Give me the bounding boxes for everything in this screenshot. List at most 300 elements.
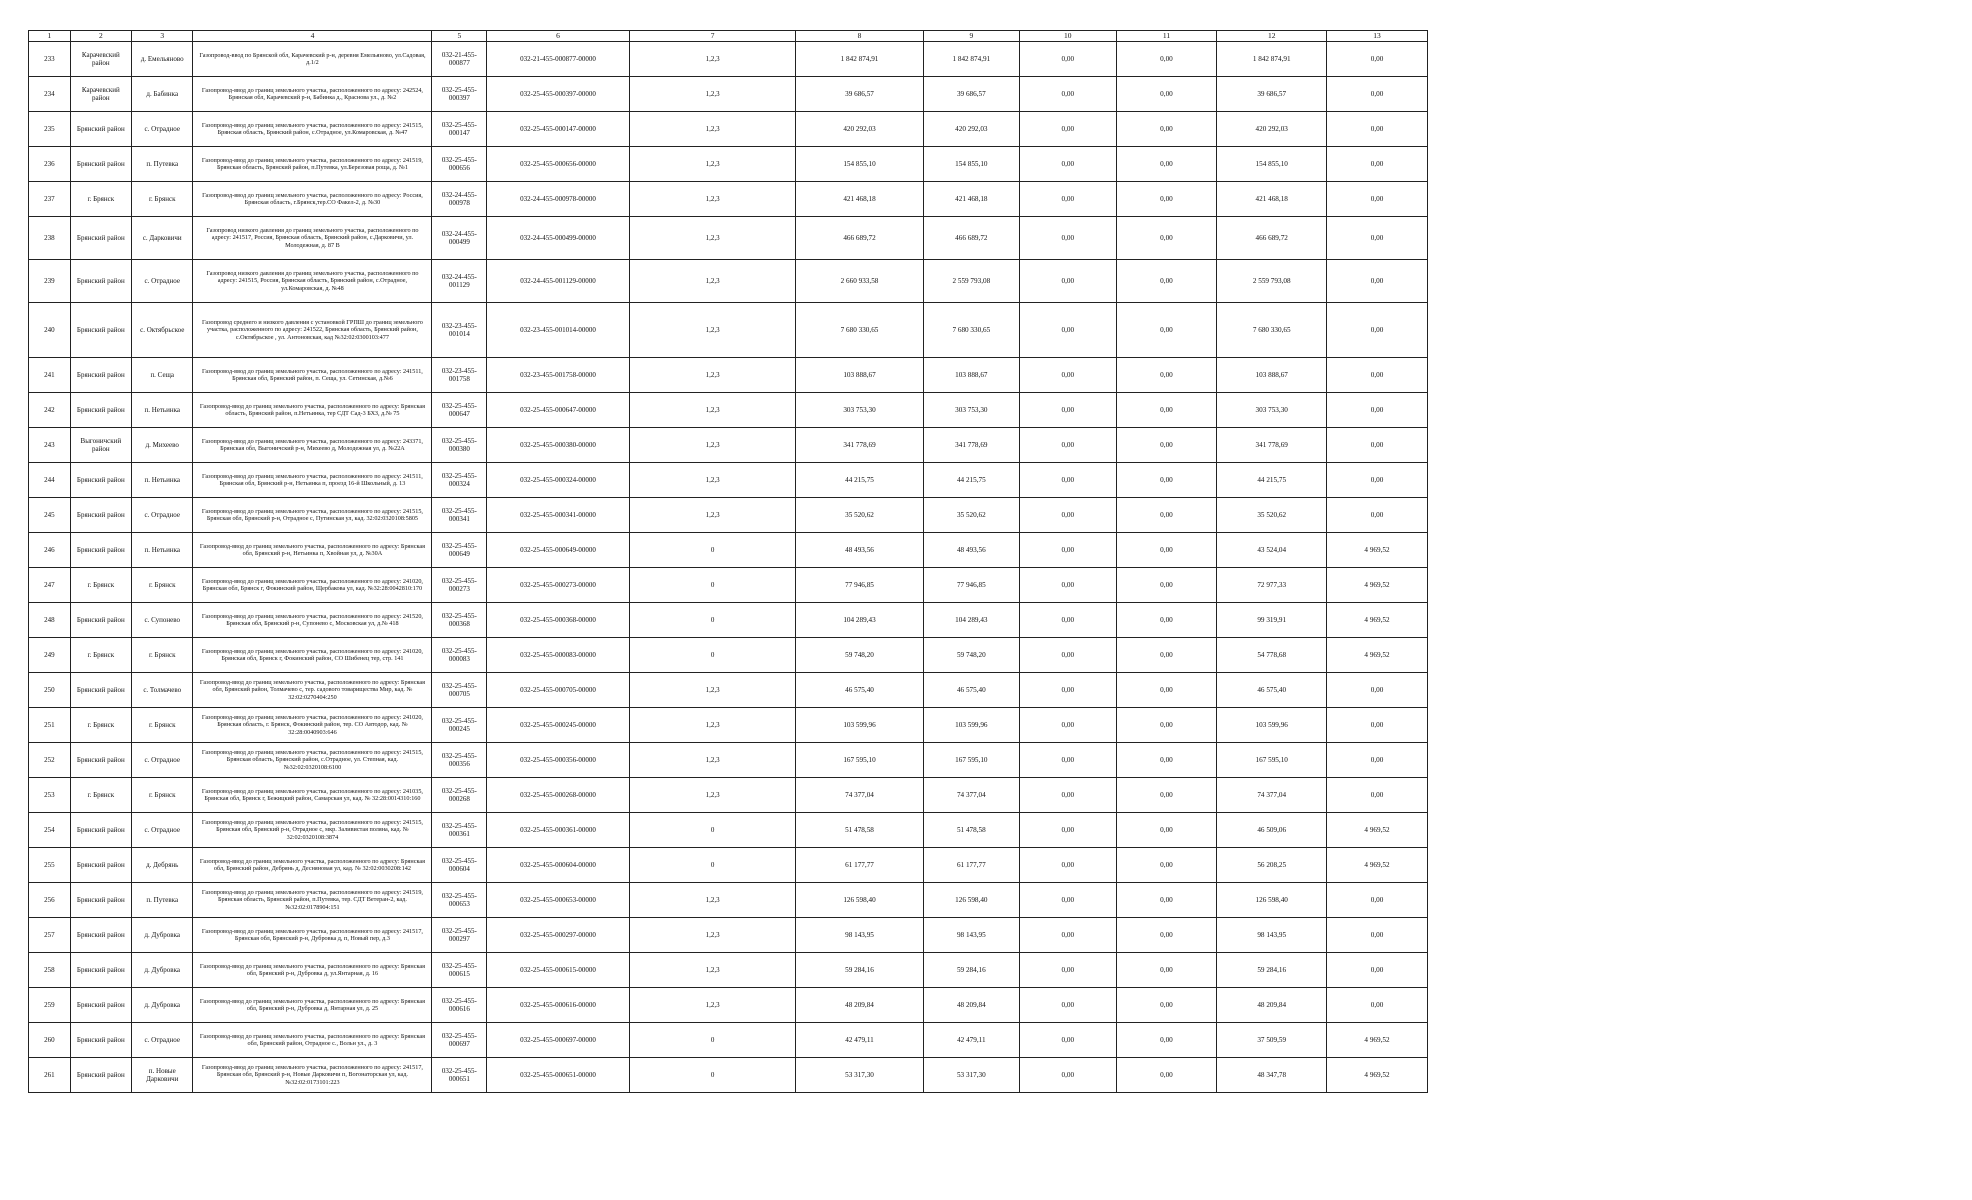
district-cell: Брянский район	[70, 988, 131, 1023]
district-cell: г. Брянск	[70, 778, 131, 813]
row-number: 260	[29, 1023, 71, 1058]
row-number: 242	[29, 393, 71, 428]
district-cell: Брянский район	[70, 147, 131, 182]
full-code-cell: 032-25-455-000297-00000	[487, 918, 630, 953]
row-number: 258	[29, 953, 71, 988]
locality-cell: с. Отрадное	[132, 260, 193, 303]
district-cell: Брянский район	[70, 498, 131, 533]
locality-cell: д. Дебрянь	[132, 848, 193, 883]
value-col10-cell: 0,00	[1020, 1023, 1116, 1058]
description-cell: Газопровод-ввод до границ земельного участка, расположенного по адресу: 241515, Брянская область, Брянский район, с.Отрадное, ул. Степная, кад. №32:02:0320108:6100	[193, 743, 432, 778]
value-col13-cell: 0,00	[1327, 743, 1428, 778]
description-cell: Газопровод-ввод до границ земельного участка, расположенного по адресу: Брянская обл, Брянский р-н, Дубровка д, Янтарная ул, д. 25	[193, 988, 432, 1023]
cost-cell: 59 284,16	[923, 953, 1019, 988]
value-col13-cell: 0,00	[1327, 498, 1428, 533]
table-row	[29, 813, 1428, 848]
object-code-cell: 032-25-455-000356	[432, 743, 487, 778]
value-col12-cell: 54 778,68	[1217, 638, 1327, 673]
value-col11-cell: 0,00	[1116, 393, 1217, 428]
table-row	[29, 883, 1428, 918]
description-cell: Газопровод-ввод до границ земельного участка, расположенного по адресу: 241517, Брянская обл, Брянский р-н, Дубровка д, п, Новый пер, д.3	[193, 918, 432, 953]
full-code-cell: 032-25-455-000705-00000	[487, 673, 630, 708]
value-col13-cell: 4 969,52	[1327, 1058, 1428, 1093]
row-number: 237	[29, 182, 71, 217]
description-cell: Газопровод-ввод до границ земельного участка, расположенного по адресу: 241519, Брянская область, Брянский район, п.Путевка, ул.Березовая роща, д. №1	[193, 147, 432, 182]
cost-cell: 42 479,11	[923, 1023, 1019, 1058]
table-row	[29, 568, 1428, 603]
value-col10-cell: 0,00	[1020, 638, 1116, 673]
cost-cell: 51 478,58	[923, 813, 1019, 848]
object-code-cell: 032-25-455-000368	[432, 603, 487, 638]
full-code-cell: 032-25-455-000147-00000	[487, 112, 630, 147]
value-col12-cell: 56 208,25	[1217, 848, 1327, 883]
cost-cell: 74 377,04	[923, 778, 1019, 813]
object-code-cell: 032-24-455-000978	[432, 182, 487, 217]
district-cell: г. Брянск	[70, 638, 131, 673]
row-number: 253	[29, 778, 71, 813]
value-col10-cell: 0,00	[1020, 147, 1116, 182]
locality-cell: г. Брянск	[132, 568, 193, 603]
category-cell: 1,2,3	[629, 42, 796, 77]
value-col12-cell: 44 215,75	[1217, 463, 1327, 498]
value-col12-cell: 303 753,30	[1217, 393, 1327, 428]
value-col12-cell: 167 595,10	[1217, 743, 1327, 778]
row-number: 239	[29, 260, 71, 303]
cost-total-cell: 35 520,62	[796, 498, 923, 533]
cost-cell: 421 468,18	[923, 182, 1019, 217]
cost-total-cell: 39 686,57	[796, 77, 923, 112]
value-col11-cell: 0,00	[1116, 743, 1217, 778]
full-code-cell: 032-25-455-000368-00000	[487, 603, 630, 638]
value-col12-cell: 103 599,96	[1217, 708, 1327, 743]
row-number: 243	[29, 428, 71, 463]
value-col11-cell: 0,00	[1116, 813, 1217, 848]
row-number: 256	[29, 883, 71, 918]
table-row	[29, 393, 1428, 428]
value-col11-cell: 0,00	[1116, 988, 1217, 1023]
column-header: 10	[1020, 31, 1116, 42]
cost-total-cell: 341 778,69	[796, 428, 923, 463]
value-col11-cell: 0,00	[1116, 463, 1217, 498]
value-col12-cell: 103 888,67	[1217, 358, 1327, 393]
cost-total-cell: 2 660 933,58	[796, 260, 923, 303]
cost-total-cell: 421 468,18	[796, 182, 923, 217]
cost-total-cell: 42 479,11	[796, 1023, 923, 1058]
cost-total-cell: 126 598,40	[796, 883, 923, 918]
value-col11-cell: 0,00	[1116, 533, 1217, 568]
description-cell: Газопровод-ввод до границ земельного участка, расположенного по адресу: 241515, Брянская область, Брянский район, с.Отрадное, ул.Комаровская, д. №47	[193, 112, 432, 147]
value-col12-cell: 48 209,84	[1217, 988, 1327, 1023]
full-code-cell: 032-25-455-000341-00000	[487, 498, 630, 533]
table-row	[29, 603, 1428, 638]
cost-cell: 77 946,85	[923, 568, 1019, 603]
value-col12-cell: 7 680 330,65	[1217, 303, 1327, 358]
cost-total-cell: 48 209,84	[796, 988, 923, 1023]
value-col12-cell: 74 377,04	[1217, 778, 1327, 813]
value-col13-cell: 0,00	[1327, 358, 1428, 393]
object-code-cell: 032-25-455-000615	[432, 953, 487, 988]
category-cell: 1,2,3	[629, 147, 796, 182]
description-cell: Газопровод-ввод до границ земельного участка, расположенного по адресу: 243371, Брянская обл, Выгоничский р-н, Михеево д, Молодежная ул, д. №22А	[193, 428, 432, 463]
value-col11-cell: 0,00	[1116, 147, 1217, 182]
category-cell: 1,2,3	[629, 77, 796, 112]
description-cell: Газопровод-ввод до границ земельного участка, расположенного по адресу: Брянская обл, Брянский район, Дебрянь д, Десняновая ул, кад. № 32:02:0030208:142	[193, 848, 432, 883]
object-code-cell: 032-25-455-000268	[432, 778, 487, 813]
locality-cell: с. Толмачево	[132, 673, 193, 708]
column-number-header-row	[29, 31, 1428, 42]
value-col11-cell: 0,00	[1116, 498, 1217, 533]
table-row	[29, 1058, 1428, 1093]
column-header: 12	[1217, 31, 1327, 42]
row-number: 250	[29, 673, 71, 708]
category-cell: 1,2,3	[629, 112, 796, 147]
object-code-cell: 032-24-455-000499	[432, 217, 487, 260]
value-col10-cell: 0,00	[1020, 260, 1116, 303]
district-cell: Брянский район	[70, 918, 131, 953]
description-cell: Газопровод низкого давления до границ земельного участка, расположенного по адресу: 241517, Россия, Брянская область, Брянский район, с.Дарковичи, ул. Молодежная, д. 87 В	[193, 217, 432, 260]
value-col12-cell: 72 977,33	[1217, 568, 1327, 603]
full-code-cell: 032-25-455-000604-00000	[487, 848, 630, 883]
locality-cell: с. Октябрьское	[132, 303, 193, 358]
cost-cell: 2 559 793,08	[923, 260, 1019, 303]
value-col10-cell: 0,00	[1020, 217, 1116, 260]
full-code-cell: 032-25-455-000653-00000	[487, 883, 630, 918]
category-cell: 1,2,3	[629, 498, 796, 533]
description-cell: Газопровод-ввод по Брянской обл, Карачевский р-н, деревня Емельяново, ул.Садовая, д.1/2	[193, 42, 432, 77]
object-code-cell: 032-25-455-000649	[432, 533, 487, 568]
cost-total-cell: 1 842 874,91	[796, 42, 923, 77]
category-cell: 1,2,3	[629, 883, 796, 918]
cost-total-cell: 61 177,77	[796, 848, 923, 883]
object-code-cell: 032-25-455-000697	[432, 1023, 487, 1058]
value-col11-cell: 0,00	[1116, 358, 1217, 393]
object-code-cell: 032-25-455-000647	[432, 393, 487, 428]
column-header: 3	[132, 31, 193, 42]
full-code-cell: 032-25-455-000380-00000	[487, 428, 630, 463]
description-cell: Газопровод-ввод до границ земельного участка, расположенного по адресу: Брянская область, Брянский район, п.Нетьинка, тер СДТ Сад-3 БХЗ, д.№ 75	[193, 393, 432, 428]
value-col10-cell: 0,00	[1020, 463, 1116, 498]
object-code-cell: 032-21-455-000877	[432, 42, 487, 77]
locality-cell: п. Сеща	[132, 358, 193, 393]
row-number: 252	[29, 743, 71, 778]
cost-total-cell: 103 888,67	[796, 358, 923, 393]
value-col10-cell: 0,00	[1020, 988, 1116, 1023]
column-header: 2	[70, 31, 131, 42]
row-number: 248	[29, 603, 71, 638]
value-col12-cell: 37 509,59	[1217, 1023, 1327, 1058]
category-cell: 0	[629, 813, 796, 848]
column-header: 5	[432, 31, 487, 42]
row-number: 249	[29, 638, 71, 673]
value-col11-cell: 0,00	[1116, 182, 1217, 217]
value-col11-cell: 0,00	[1116, 708, 1217, 743]
value-col13-cell: 4 969,52	[1327, 813, 1428, 848]
column-header: 6	[487, 31, 630, 42]
locality-cell: д. Михеево	[132, 428, 193, 463]
locality-cell: с. Отрадное	[132, 743, 193, 778]
object-code-cell: 032-25-455-000297	[432, 918, 487, 953]
locality-cell: с. Отрадное	[132, 112, 193, 147]
cost-cell: 46 575,40	[923, 673, 1019, 708]
locality-cell: п. Нетьинка	[132, 533, 193, 568]
value-col13-cell: 0,00	[1327, 988, 1428, 1023]
category-cell: 1,2,3	[629, 988, 796, 1023]
value-col10-cell: 0,00	[1020, 778, 1116, 813]
table-row	[29, 743, 1428, 778]
object-code-cell: 032-25-455-000324	[432, 463, 487, 498]
district-cell: г. Брянск	[70, 182, 131, 217]
value-col11-cell: 0,00	[1116, 428, 1217, 463]
value-col13-cell: 0,00	[1327, 778, 1428, 813]
cost-cell: 1 842 874,91	[923, 42, 1019, 77]
full-code-cell: 032-25-455-000083-00000	[487, 638, 630, 673]
value-col13-cell: 0,00	[1327, 673, 1428, 708]
table-body	[29, 31, 1428, 1093]
value-col12-cell: 46 575,40	[1217, 673, 1327, 708]
locality-cell: д. Бабинка	[132, 77, 193, 112]
value-col10-cell: 0,00	[1020, 953, 1116, 988]
cost-cell: 103 888,67	[923, 358, 1019, 393]
value-col10-cell: 0,00	[1020, 358, 1116, 393]
value-col10-cell: 0,00	[1020, 303, 1116, 358]
row-number: 235	[29, 112, 71, 147]
value-col10-cell: 0,00	[1020, 603, 1116, 638]
cost-cell: 39 686,57	[923, 77, 1019, 112]
cost-cell: 53 317,30	[923, 1058, 1019, 1093]
object-code-cell: 032-25-455-000653	[432, 883, 487, 918]
row-number: 245	[29, 498, 71, 533]
description-cell: Газопровод среднего и низкого давления с установкой ГРПШ до границ земельного участка, расположенного по адресу: 241522, Брянская область, Брянский район, с.Октябрьское , ул. Антоновская, кад №32:02:0300103:477	[193, 303, 432, 358]
document-sheet	[28, 30, 1428, 1093]
full-code-cell: 032-25-455-000651-00000	[487, 1058, 630, 1093]
description-cell: Газопровод-ввод до границ земельного участка, расположенного по адресу: Брянская обл, Брянский район, Отрадное с., Вольн ул., д. 3	[193, 1023, 432, 1058]
district-cell: Брянский район	[70, 848, 131, 883]
value-col13-cell: 4 969,52	[1327, 848, 1428, 883]
table-row	[29, 463, 1428, 498]
district-cell: Брянский район	[70, 953, 131, 988]
object-code-cell: 032-25-455-000341	[432, 498, 487, 533]
district-cell: Выгоничский район	[70, 428, 131, 463]
table-row	[29, 260, 1428, 303]
value-col11-cell: 0,00	[1116, 1058, 1217, 1093]
cost-cell: 7 680 330,65	[923, 303, 1019, 358]
table-row	[29, 42, 1428, 77]
value-col13-cell: 0,00	[1327, 393, 1428, 428]
full-code-cell: 032-25-455-000356-00000	[487, 743, 630, 778]
category-cell: 0	[629, 638, 796, 673]
value-col13-cell: 0,00	[1327, 303, 1428, 358]
table-row	[29, 498, 1428, 533]
cost-total-cell: 7 680 330,65	[796, 303, 923, 358]
locality-cell: г. Брянск	[132, 182, 193, 217]
cost-cell: 420 292,03	[923, 112, 1019, 147]
value-col13-cell: 0,00	[1327, 182, 1428, 217]
object-code-cell: 032-25-455-000083	[432, 638, 487, 673]
table-row	[29, 918, 1428, 953]
value-col11-cell: 0,00	[1116, 1023, 1217, 1058]
category-cell: 0	[629, 533, 796, 568]
full-code-cell: 032-24-455-000499-00000	[487, 217, 630, 260]
cost-total-cell: 48 493,56	[796, 533, 923, 568]
column-header: 9	[923, 31, 1019, 42]
value-col11-cell: 0,00	[1116, 953, 1217, 988]
cost-total-cell: 53 317,30	[796, 1058, 923, 1093]
description-cell: Газопровод-ввод до границ земельного участка, расположенного по адресу: 241020, Брянская обл, Брянск г, Фокинский район, СО Шибенец тер, стр. 141	[193, 638, 432, 673]
category-cell: 0	[629, 603, 796, 638]
value-col10-cell: 0,00	[1020, 813, 1116, 848]
cost-total-cell: 466 689,72	[796, 217, 923, 260]
category-cell: 1,2,3	[629, 953, 796, 988]
value-col12-cell: 46 509,06	[1217, 813, 1327, 848]
row-number: 261	[29, 1058, 71, 1093]
value-col12-cell: 48 347,78	[1217, 1058, 1327, 1093]
row-number: 236	[29, 147, 71, 182]
table-row	[29, 638, 1428, 673]
category-cell: 1,2,3	[629, 778, 796, 813]
cost-total-cell: 74 377,04	[796, 778, 923, 813]
value-col12-cell: 35 520,62	[1217, 498, 1327, 533]
category-cell: 1,2,3	[629, 393, 796, 428]
district-cell: Брянский район	[70, 883, 131, 918]
locality-cell: п. Нетьинка	[132, 463, 193, 498]
description-cell: Газопровод низкого давления до границ земельного участка, расположенного по адресу: 241515, Россия, Брянская область, Брянский район, с.Отрадное, ул.Комаровская, д. №48	[193, 260, 432, 303]
district-cell: г. Брянск	[70, 708, 131, 743]
table-row	[29, 303, 1428, 358]
value-col11-cell: 0,00	[1116, 42, 1217, 77]
description-cell: Газопровод-ввод до границ земельного участка, расположенного по адресу: Брянская обл, Брянский р-н, Нетьинка п, Хвойная ул, д. №30А	[193, 533, 432, 568]
value-col10-cell: 0,00	[1020, 393, 1116, 428]
object-code-cell: 032-25-455-000656	[432, 147, 487, 182]
category-cell: 0	[629, 848, 796, 883]
object-code-cell: 032-25-455-000705	[432, 673, 487, 708]
category-cell: 1,2,3	[629, 463, 796, 498]
value-col12-cell: 420 292,03	[1217, 112, 1327, 147]
column-header: 8	[796, 31, 923, 42]
cost-total-cell: 154 855,10	[796, 147, 923, 182]
table-row	[29, 112, 1428, 147]
value-col12-cell: 154 855,10	[1217, 147, 1327, 182]
table-row	[29, 778, 1428, 813]
cost-cell: 35 520,62	[923, 498, 1019, 533]
value-col11-cell: 0,00	[1116, 568, 1217, 603]
table-row	[29, 533, 1428, 568]
value-col10-cell: 0,00	[1020, 848, 1116, 883]
row-number: 244	[29, 463, 71, 498]
district-cell: Брянский район	[70, 217, 131, 260]
table-row	[29, 708, 1428, 743]
value-col13-cell: 4 969,52	[1327, 568, 1428, 603]
district-cell: Брянский район	[70, 533, 131, 568]
description-cell: Газопровод-ввод до границ земельного участка, расположенного по адресу: 241020, Брянская область, г. Брянск, Фокинский район, тер. СО Автодор, кад. № 32:28:0040903:646	[193, 708, 432, 743]
cost-total-cell: 59 284,16	[796, 953, 923, 988]
object-code-cell: 032-25-455-000604	[432, 848, 487, 883]
locality-cell: п. Путевка	[132, 883, 193, 918]
full-code-cell: 032-21-455-000877-00000	[487, 42, 630, 77]
description-cell: Газопровод-ввод до границ земельного участка, расположенного по адресу: Брянская обл, Брянский р-н, Дубровка д, ул.Янтарная, д. 16	[193, 953, 432, 988]
cost-cell: 104 289,43	[923, 603, 1019, 638]
value-col10-cell: 0,00	[1020, 428, 1116, 463]
category-cell: 1,2,3	[629, 303, 796, 358]
description-cell: Газопровод-ввод до границ земельного участка, расположенного по адресу: 241515, Брянская обл, Брянский р-н, Отрадное с, мкр. Заливистая поляна, кад. № 32:02:0320108:3874	[193, 813, 432, 848]
category-cell: 1,2,3	[629, 743, 796, 778]
row-number: 255	[29, 848, 71, 883]
row-number: 234	[29, 77, 71, 112]
full-code-cell: 032-25-455-000616-00000	[487, 988, 630, 1023]
row-number: 259	[29, 988, 71, 1023]
object-code-cell: 032-25-455-000616	[432, 988, 487, 1023]
district-cell: Брянский район	[70, 1058, 131, 1093]
full-code-cell: 032-25-455-000397-00000	[487, 77, 630, 112]
value-col10-cell: 0,00	[1020, 42, 1116, 77]
locality-cell: д. Емельяново	[132, 42, 193, 77]
locality-cell: п. Новые Дарковичи	[132, 1058, 193, 1093]
district-cell: г. Брянск	[70, 568, 131, 603]
object-code-cell: 032-24-455-001129	[432, 260, 487, 303]
locality-cell: г. Брянск	[132, 778, 193, 813]
object-code-cell: 032-25-455-000147	[432, 112, 487, 147]
district-cell: Брянский район	[70, 673, 131, 708]
object-code-cell: 032-25-455-000361	[432, 813, 487, 848]
description-cell: Газопровод-ввод до границ земельного участка, расположенного по адресу: 241519, Брянская область, Брянский район, п.Путевка, тер. СДТ Ветеран-2, кад. №32:02:0178904:151	[193, 883, 432, 918]
description-cell: Газопровод-ввод до границ земельного участка, расположенного по адресу: 241511, Брянская обл, Брянский р-н, Нетьинка п, проезд 16-й Школьный, д. 13	[193, 463, 432, 498]
cost-total-cell: 77 946,85	[796, 568, 923, 603]
value-col13-cell: 4 969,52	[1327, 533, 1428, 568]
table-row	[29, 182, 1428, 217]
full-code-cell: 032-24-455-000978-00000	[487, 182, 630, 217]
category-cell: 1,2,3	[629, 708, 796, 743]
object-code-cell: 032-25-455-000273	[432, 568, 487, 603]
value-col11-cell: 0,00	[1116, 260, 1217, 303]
cost-cell: 61 177,77	[923, 848, 1019, 883]
column-header: 13	[1327, 31, 1428, 42]
full-code-cell: 032-25-455-000615-00000	[487, 953, 630, 988]
value-col12-cell: 99 319,91	[1217, 603, 1327, 638]
value-col11-cell: 0,00	[1116, 673, 1217, 708]
description-cell: Газопровод-ввод до границ земельного участка, расположенного по адресу: 241511, Брянская обл, Брянский район, п. Сеща, ул. Сетинская, д.№6	[193, 358, 432, 393]
full-code-cell: 032-24-455-001129-00000	[487, 260, 630, 303]
value-col10-cell: 0,00	[1020, 883, 1116, 918]
district-cell: Брянский район	[70, 358, 131, 393]
category-cell: 1,2,3	[629, 673, 796, 708]
district-cell: Брянский район	[70, 1023, 131, 1058]
category-cell: 0	[629, 568, 796, 603]
value-col12-cell: 1 842 874,91	[1217, 42, 1327, 77]
value-col10-cell: 0,00	[1020, 743, 1116, 778]
cost-cell: 154 855,10	[923, 147, 1019, 182]
full-code-cell: 032-25-455-000245-00000	[487, 708, 630, 743]
value-col12-cell: 98 143,95	[1217, 918, 1327, 953]
object-code-cell: 032-23-455-001014	[432, 303, 487, 358]
full-code-cell: 032-23-455-001014-00000	[487, 303, 630, 358]
category-cell: 0	[629, 1058, 796, 1093]
locality-cell: д. Дубровка	[132, 953, 193, 988]
value-col11-cell: 0,00	[1116, 848, 1217, 883]
value-col11-cell: 0,00	[1116, 603, 1217, 638]
full-code-cell: 032-25-455-000268-00000	[487, 778, 630, 813]
object-code-cell: 032-25-455-000245	[432, 708, 487, 743]
table-row	[29, 358, 1428, 393]
column-header: 4	[193, 31, 432, 42]
object-code-cell: 032-25-455-000380	[432, 428, 487, 463]
value-col12-cell: 126 598,40	[1217, 883, 1327, 918]
cost-total-cell: 303 753,30	[796, 393, 923, 428]
table-row	[29, 217, 1428, 260]
district-cell: Брянский район	[70, 112, 131, 147]
cost-total-cell: 103 599,96	[796, 708, 923, 743]
cost-cell: 48 209,84	[923, 988, 1019, 1023]
row-number: 254	[29, 813, 71, 848]
locality-cell: г. Брянск	[132, 638, 193, 673]
